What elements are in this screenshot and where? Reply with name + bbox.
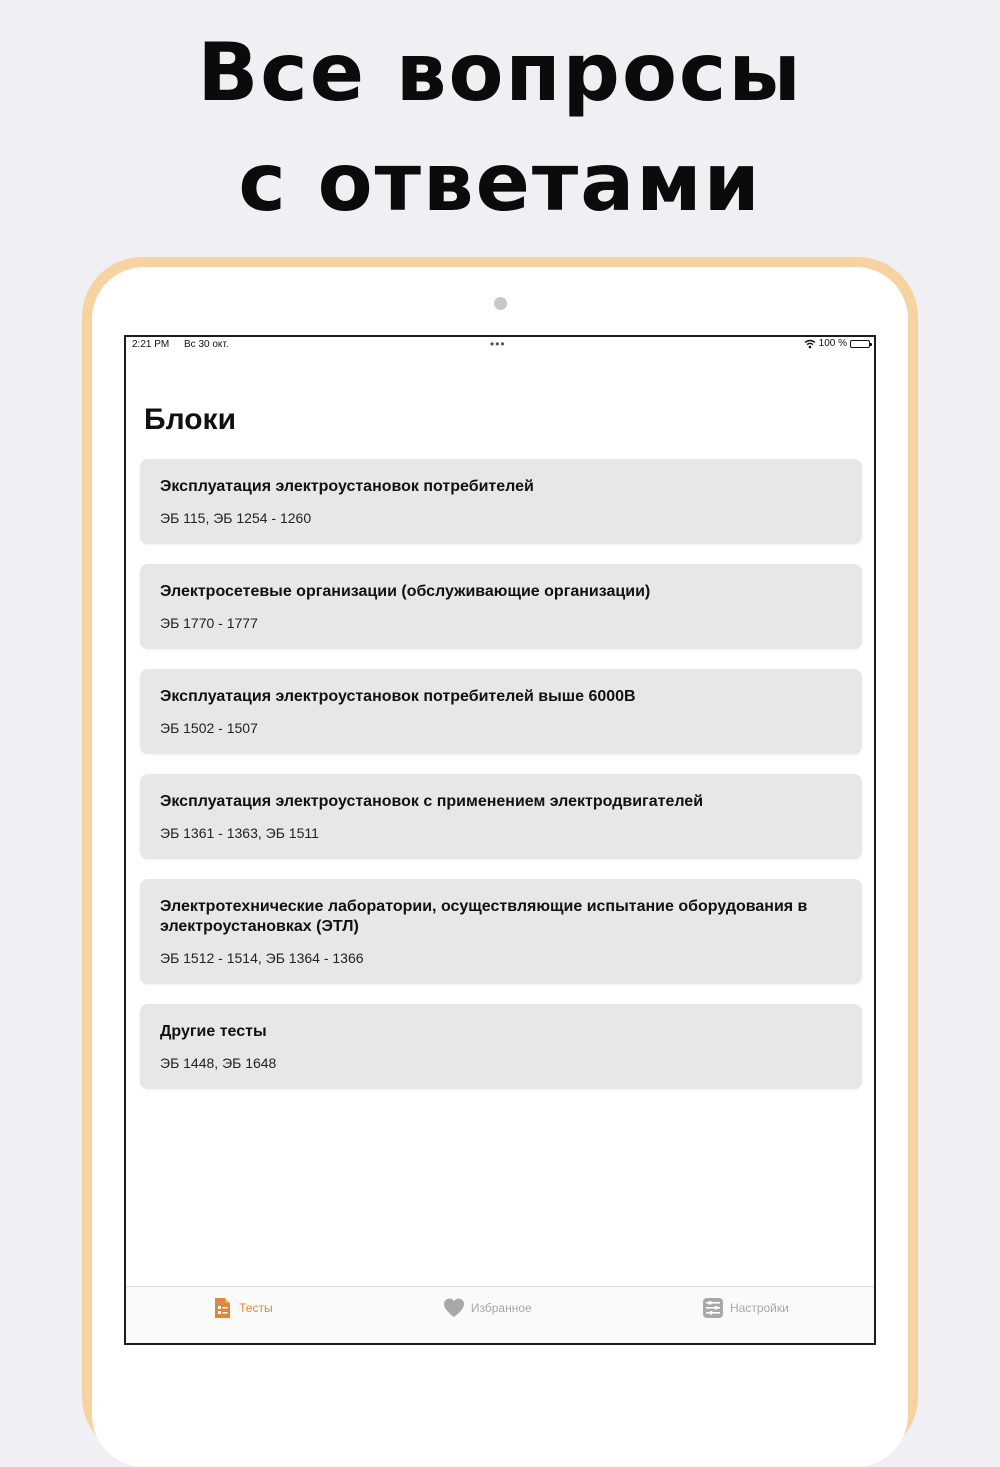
promo-headline: [0, 18, 1000, 238]
block-title: Эксплуатация электроустановок потребителей выше 6000В: [160, 688, 636, 705]
promo-headline-line2: с ответами: [238, 136, 762, 229]
block-card[interactable]: [140, 459, 862, 544]
block-title: Эксплуатация электроустановок потребителей: [160, 478, 534, 495]
wifi-icon: [804, 339, 816, 349]
heart-icon: [443, 1297, 465, 1319]
status-right: [804, 338, 870, 349]
tab-label: Тесты: [239, 1301, 273, 1315]
block-subtitle: ЭБ 1361 - 1363, ЭБ 1511: [160, 825, 319, 841]
block-title: Электросетевые организации (обслуживающие организации): [160, 583, 651, 600]
block-subtitle: ЭБ 1502 - 1507: [160, 720, 258, 736]
block-subtitle: ЭБ 1512 - 1514, ЭБ 1364 - 1366: [160, 950, 364, 966]
battery-icon: [850, 340, 870, 348]
tests-icon: [211, 1297, 233, 1319]
tab-label: Настройки: [729, 1301, 789, 1315]
tab-favorites[interactable]: [443, 1297, 532, 1319]
block-subtitle: ЭБ 1448, ЭБ 1648: [160, 1055, 277, 1071]
promo-headline-line1: Все вопросы: [197, 26, 803, 119]
block-card[interactable]: [140, 774, 862, 859]
status-time: 2:21 PM: [132, 339, 170, 350]
block-card[interactable]: [140, 669, 862, 754]
multitasking-dots[interactable]: •••: [490, 337, 506, 351]
settings-icon: [702, 1297, 724, 1319]
block-title: Другие тесты: [160, 1023, 267, 1040]
block-card[interactable]: [140, 1004, 862, 1089]
block-subtitle: ЭБ 115, ЭБ 1254 - 1260: [160, 510, 312, 526]
camera-dot: [494, 297, 507, 310]
block-card[interactable]: [140, 879, 862, 984]
status-bar: [126, 337, 874, 355]
app-screen: [124, 335, 876, 1345]
block-subtitle: ЭБ 1770 - 1777: [160, 615, 258, 631]
block-card[interactable]: [140, 564, 862, 649]
block-title: Электротехнические лаборатории, осуществляющие испытание оборудования в электроустановках (ЭТЛ): [160, 898, 808, 935]
battery-percent: 100 %: [818, 338, 847, 349]
tab-bar: [126, 1286, 874, 1343]
tab-label: Избранное: [470, 1301, 532, 1315]
blocks-list: [140, 459, 862, 1109]
block-title: Эксплуатация электроустановок с применением электродвигателей: [160, 793, 704, 810]
page-title: Блоки: [144, 403, 237, 436]
tab-tests[interactable]: [211, 1297, 272, 1319]
status-date: Вс 30 окт.: [184, 339, 229, 350]
tab-settings[interactable]: [702, 1297, 789, 1319]
